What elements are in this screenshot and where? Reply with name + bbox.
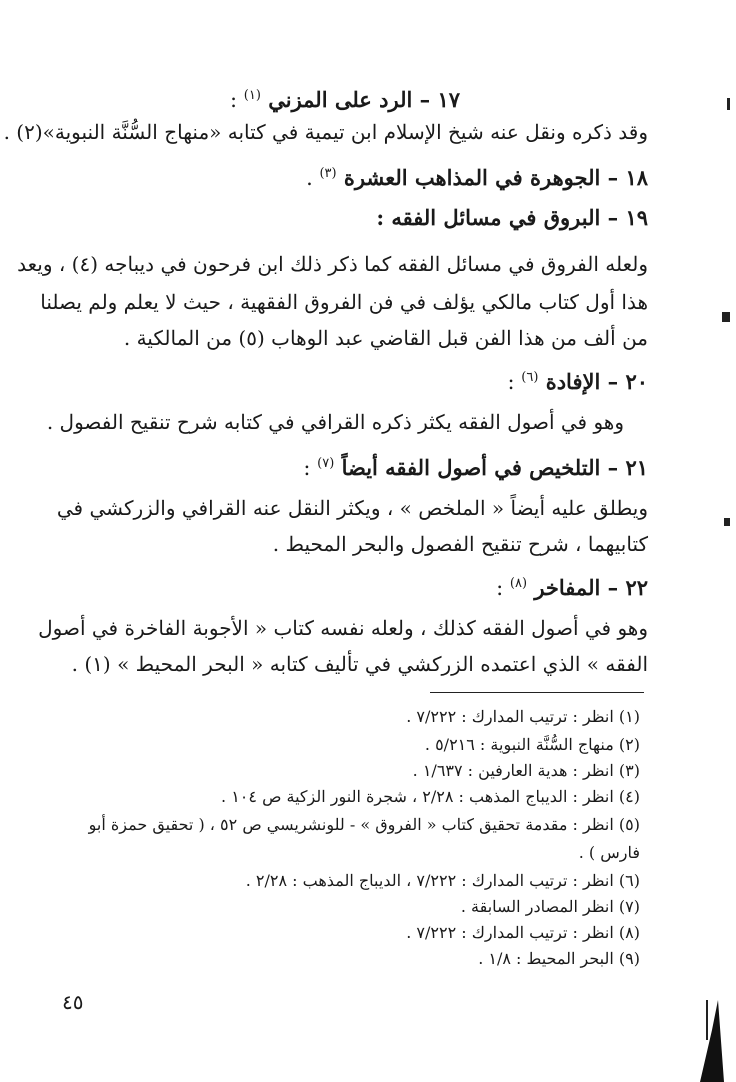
footnote: (١) انظر : ترتيب المدارك : ٧/٢٢٢ . — [406, 707, 640, 726]
footnote: (٥) انظر : مقدمة تحقيق كتاب « الفروق » - للونشريسي ص ٥٢ ، ( تحقيق حمزة أبو — [88, 815, 640, 834]
footnote: (٤) انظر : الديباج المذهب : ٢/٢٨ ، شجرة النور الزكية ص ١٠٤ . — [221, 787, 640, 806]
paragraph-line: ولعله الفروق في مسائل الفقه كما ذكر ذلك ابن فرحون في ديباجه (٤) ، ويعد — [17, 252, 648, 276]
footnote-ref: (٣) — [319, 166, 337, 181]
heading-text: ٢١ – التلخيص في أصول الفقه أيضاً — [341, 455, 648, 480]
footnote: (٩) البحر المحيط : ١/٨ . — [478, 949, 640, 968]
heading-tail: : — [230, 88, 244, 112]
heading-tail: : — [507, 370, 522, 394]
footnote: (٢) منهاج السُّنَّة النبوية : ٥/٢١٦ . — [424, 735, 640, 754]
paragraph-line: كتابيهما ، شرح تنقيح الفصول والبحر المحيط . — [272, 532, 648, 556]
heading-text: ١٨ – الجوهرة في المذاهب العشرة — [343, 165, 648, 190]
heading-tail: . — [306, 166, 320, 190]
footnote: (٨) انظر : ترتيب المدارك : ٧/٢٢٢ . — [406, 923, 640, 942]
paragraph-line: وهو في أصول الفقه يكثر ذكره القرافي في كتابه شرح تنقيح الفصول . — [46, 410, 624, 434]
footnote-ref: (١) — [243, 88, 261, 103]
paragraph-line: الفقه » الذي اعتمده الزركشي في تأليف كتابه « البحر المحيط » (١) . — [71, 652, 648, 676]
paragraph-line: هذا أول كتاب مالكي يؤلف في فن الفروق الفقهية ، حيث لا يعلم ولم يصلنا — [40, 290, 648, 314]
footnote: فارس ) . — [578, 843, 640, 862]
section-heading: ١٩ – البروق في مسائل الفقه : — [376, 205, 648, 230]
heading-tail: : — [303, 456, 318, 480]
footnote-ref: (٦) — [521, 370, 539, 385]
paragraph-line: من ألف من هذا الفن قبل القاضي عبد الوهاب (٥) من المالكية . — [123, 326, 648, 350]
footnote-ref: (٨) — [509, 576, 528, 591]
footnote: (٣) انظر : هدية العارفين : ١/٦٣٧ . — [412, 761, 640, 780]
footnote: (٦) انظر : ترتيب المدارك : ٧/٢٢٢ ، الديباج المذهب : ٢/٢٨ . — [245, 871, 640, 890]
heading-text: ١٧ – الرد على المزني — [268, 87, 460, 112]
paragraph-line: وهو في أصول الفقه كذلك ، ولعله نفسه كتاب « الأجوبة الفاخرة في أصول — [38, 616, 648, 640]
footnote: (٧) انظر المصادر السابقة . — [460, 897, 640, 916]
heading-text: ٢٢ – المفاخر — [534, 575, 648, 600]
heading-tail: : — [496, 576, 510, 600]
heading-text: ٢٠ – الإفادة — [545, 369, 648, 394]
paragraph-line: ويطلق عليه أيضاً « الملخص » ، ويكثر النقل عنه القرافي والزركشي في — [56, 496, 648, 520]
page-number: ٤٥ — [62, 990, 84, 1014]
footnote-ref: (٧) — [317, 456, 335, 471]
paragraph-line: وقد ذكره ونقل عنه شيخ الإسلام ابن تيمية في كتابه «منهاج السُّنَّة النبوية»(٢) . — [3, 120, 648, 144]
